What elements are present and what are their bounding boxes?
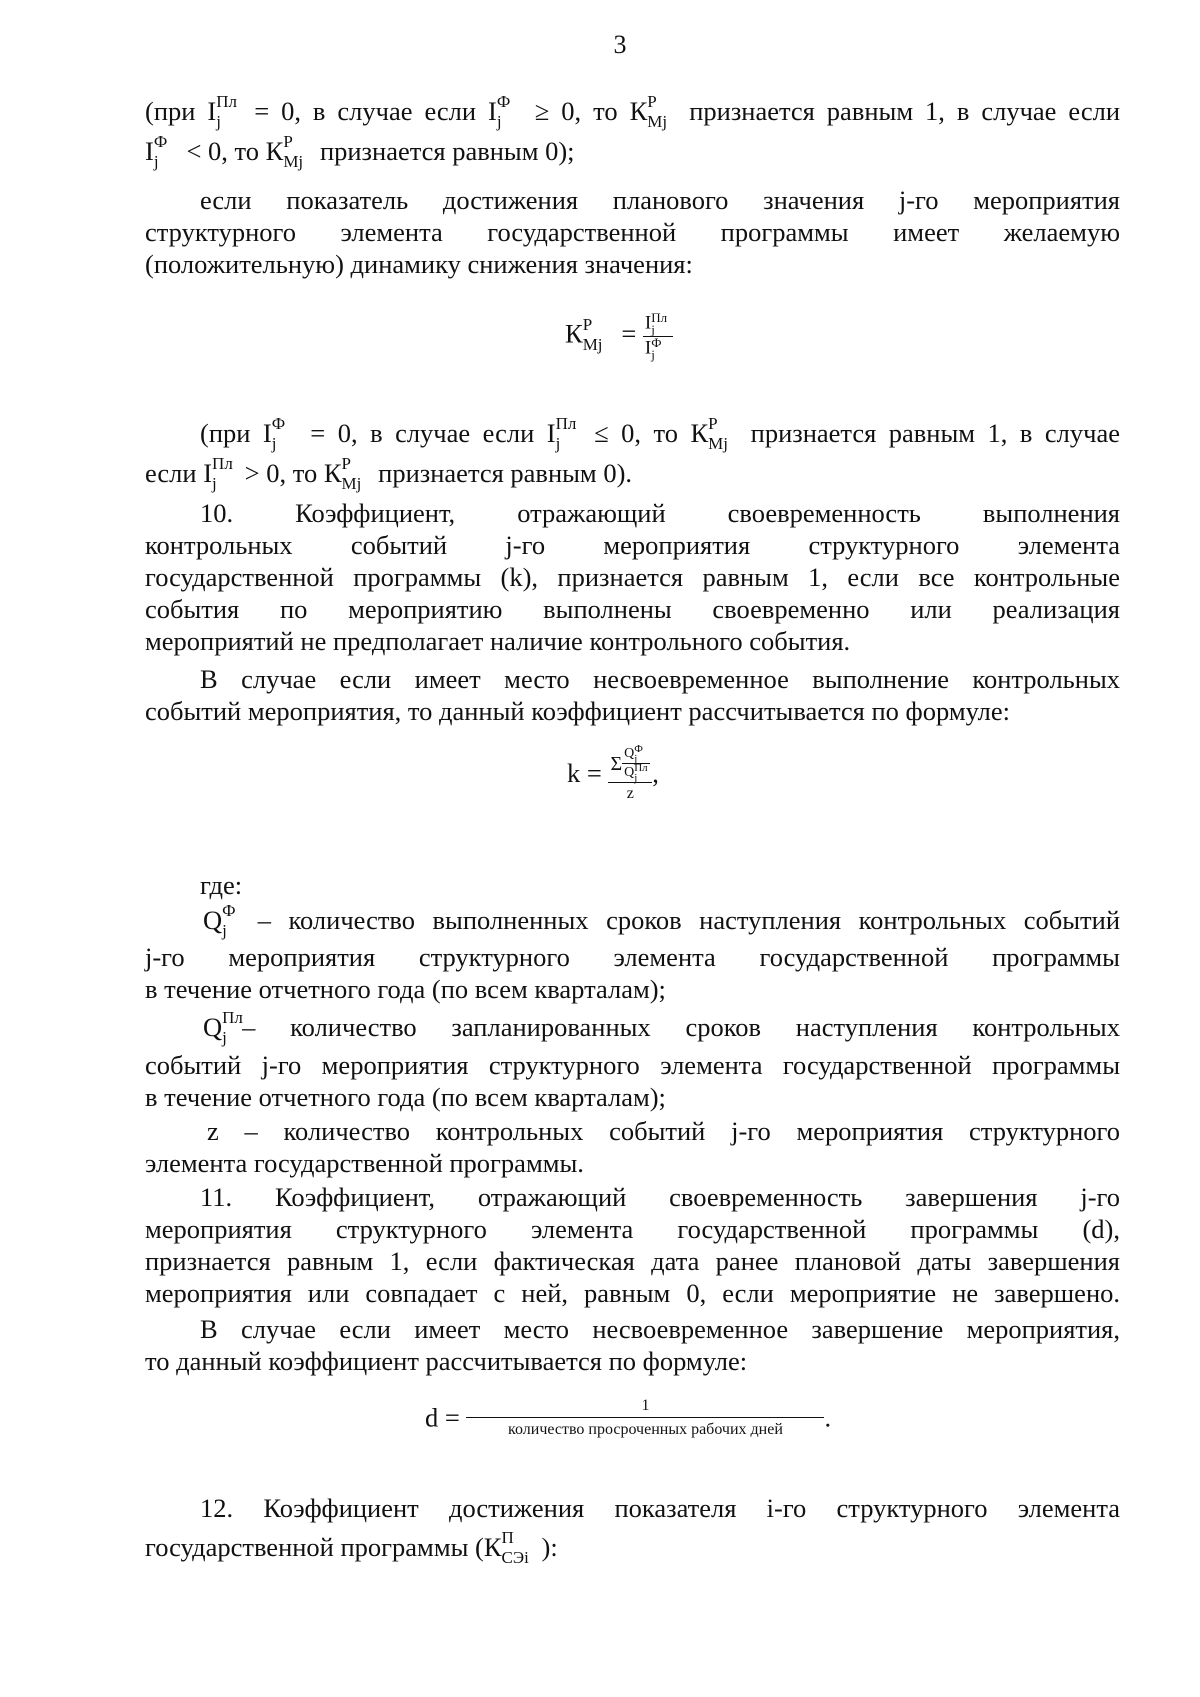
- text-line: мероприятия или совпадает с ней, равным 0, если мероприятие не завершено.: [145, 1278, 1120, 1308]
- formula-d: d = $\frac{1}{\text{количество просроченных рабочих дней}}$ .: [425, 1397, 832, 1438]
- text-line: признается равным 1, если фактическая дата ранее плановой даты завершения: [145, 1246, 1120, 1276]
- formula-k-mj: К Р Mj = I Пл j I Ф j: [565, 312, 673, 361]
- text-line: (при I Пл j = 0, в случае если I Ф j ≥ 0, то К Р Mj признается равным 1, в случае если: [145, 91, 1120, 131]
- text-line: (при I Ф j = 0, в случае если I Пл j ≤ 0, то К Р Mj признается равным 1, в случае: [200, 413, 1121, 453]
- text-line: где:: [200, 870, 243, 900]
- text-line: если показатель достижения планового значения j-го мероприятия: [200, 185, 1120, 215]
- text-line: в течение отчетного года (по всем кварталам);: [145, 974, 666, 1004]
- text-line: государственной программы (k), признается равным 1, если все контрольные: [145, 562, 1120, 592]
- page-number: 3: [613, 30, 627, 59]
- text-line: Q Ф j – количество выполненных сроков наступления контрольных событий: [203, 900, 1120, 940]
- text-line: структурного элемента государственной программы имеет желаемую: [145, 217, 1120, 247]
- text-line: 12. Коэффициент достижения показателя i-го структурного элемента: [200, 1493, 1120, 1523]
- text-line: событий мероприятия, то данный коэффициент рассчитывается по формуле:: [145, 696, 1011, 726]
- text-line: если I Пл j > 0, то К Р Mj признается равным 0).: [145, 453, 633, 493]
- text-line: 10. Коэффициент, отражающий своевременность выполнения: [200, 498, 1120, 528]
- text-line: события по мероприятию выполнены своевременно или реализация: [145, 594, 1120, 624]
- text-line: Q Пл j – количество запланированных сроков наступления контрольных: [203, 1007, 1120, 1047]
- text-line: В случае если имеет место несвоевременное завершение мероприятия,: [200, 1314, 1120, 1344]
- text-line: событий j-го мероприятия структурного элемента государственной программы: [145, 1050, 1120, 1080]
- text-line: В случае если имеет место несвоевременное выполнение контрольных: [200, 664, 1120, 694]
- text-line: j-го мероприятия структурного элемента государственной программы: [145, 942, 1120, 972]
- text-line: контрольных событий j-го мероприятия структурного элемента: [145, 530, 1120, 560]
- text-line: государственной программы (К П СЭi ):: [145, 1527, 558, 1567]
- formula-k: k = Σ Q Ф j Q Пл j z ,: [567, 743, 659, 802]
- text-line: элемента государственной программы.: [145, 1148, 584, 1178]
- text-line: z – количество контрольных событий j-го мероприятия структурного: [207, 1116, 1120, 1146]
- text-line: мероприятия структурного элемента государственной программы (d),: [145, 1214, 1120, 1244]
- text-line: I Ф j < 0, то К Р Mj признается равным 0);: [145, 131, 575, 171]
- text-line: (положительную) динамику снижения значения:: [145, 249, 693, 279]
- text-line: мероприятий не предполагает наличие контрольного события.: [145, 626, 851, 656]
- text-line: в течение отчетного года (по всем кварталам);: [145, 1082, 666, 1112]
- text-line: то данный коэффициент рассчитывается по формуле:: [145, 1346, 748, 1376]
- text-line: 11. Коэффициент, отражающий своевременность завершения j-го: [200, 1182, 1120, 1212]
